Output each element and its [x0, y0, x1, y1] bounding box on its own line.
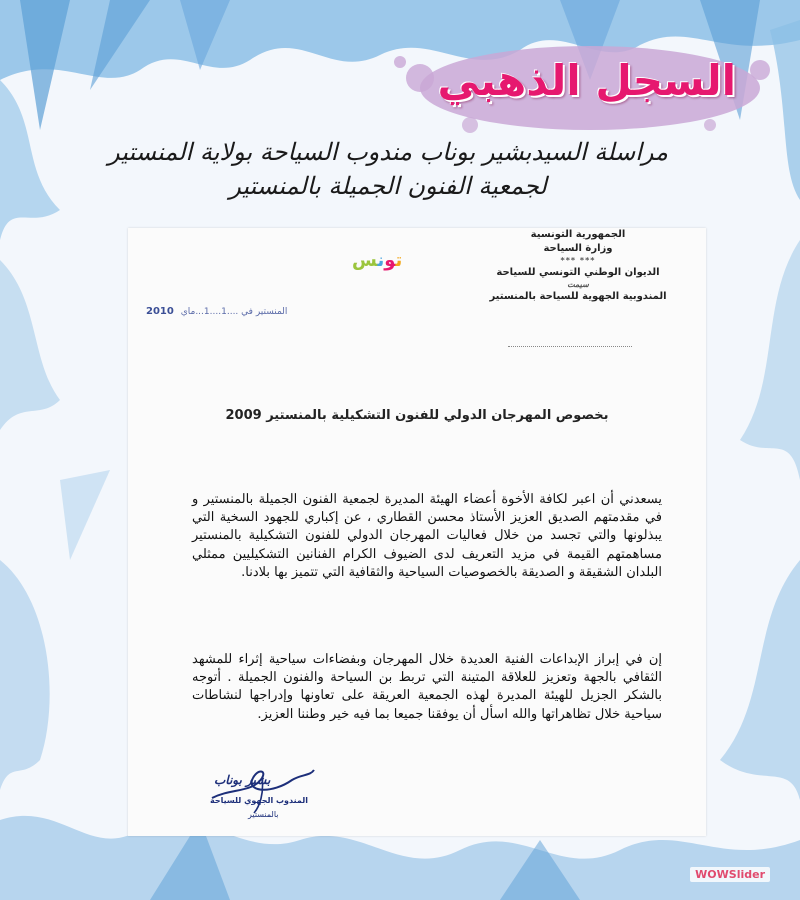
letter-paragraph-2	[192, 651, 662, 724]
letter-document	[128, 228, 706, 836]
subheading-line-1: مراسلة السيدبشير بوناب مندوب السياحة بولاية المنستير	[107, 138, 668, 166]
logo-letter: و	[384, 250, 396, 271]
tunisia-logo	[352, 250, 402, 271]
letterhead-ministry: وزارة السياحة	[543, 243, 613, 254]
subheading-line-2: لجمعية الفنون الجميلة بالمنستير	[229, 172, 547, 200]
slider-watermark[interactable]: WOWSlider	[690, 867, 770, 882]
letterhead-abbrev: ﺳﯿﻤﺖ	[567, 280, 589, 289]
logo-letter: ن	[377, 250, 385, 271]
headline-title: السجل الذهبي	[437, 56, 736, 105]
letterhead-regional: المندوبية الجهوية للسياحة بالمنستير	[489, 291, 667, 302]
signature-name: بشير بوناب	[214, 773, 271, 787]
letterhead	[468, 228, 688, 304]
signature-place: بالمنستير	[248, 810, 279, 819]
headline-banner	[0, 52, 800, 112]
letter-subject: بخصوص المهرجان الدولي للفنون التشكيلية بالمنستير 2009	[225, 408, 609, 423]
date-year: 2010	[146, 306, 174, 317]
logo-letter: ت	[395, 250, 403, 271]
letterhead-office: الديوان الوطني التونسي للسياحة	[496, 267, 660, 278]
reference-line	[508, 346, 632, 347]
letterhead-republic: الجمهورية التونسية	[530, 229, 626, 240]
paragraph-1-text: يسعدني أن اعبر لكافة الأخوة أعضاء الهيئة المديرة لجمعية الفنون الجميلة بالمنستير و في مقدمتهم الصديق العزيز الأستاذ محسن القطاري ، عن إكباري للجهود السخية التي يبذلونها والتي تجسد من خلال فعاليات المهرجان الدولي للفنون التشكيلية بالمنستير مساهمتهم القيمة في مزيد التعريف لدى الضيوف الكرام الفنانين التشكيليين ممثلي البلدان الشقيقة و الصديقة بالخصوصيات السياحية والثقافية التي تتميز بها بلادنا.	[192, 492, 662, 580]
letter-paragraph-1	[192, 491, 662, 582]
logo-letter: س	[352, 250, 378, 271]
signature-mark	[202, 758, 322, 818]
signature-title: المندوب الجهوي للسياحة	[210, 796, 309, 805]
letterhead-separator: *** ***	[560, 256, 596, 265]
paragraph-2-text: إن في إبراز الإبداعات الفنية العديدة خلال المهرجان وبفضاءات سياحية إثراء للمشهد الثقافي بالجهة وتعزيز للعلاقة المتينة التي تربط بن السياحة والفنون الجميلة . أتوجه بالشكر الجزيل للهيئة المديرة لهذه الجمعية العريقة على تعاونها وإدراجها لنشاطات سياحية خلال تظاهراتها والله اسأل أن يوفقنا جميعا بما فيه خير وطننا العزيز.	[192, 652, 662, 722]
date-prefix: المنستير في ....1....1...ماي	[180, 307, 288, 317]
letter-date	[146, 306, 287, 317]
